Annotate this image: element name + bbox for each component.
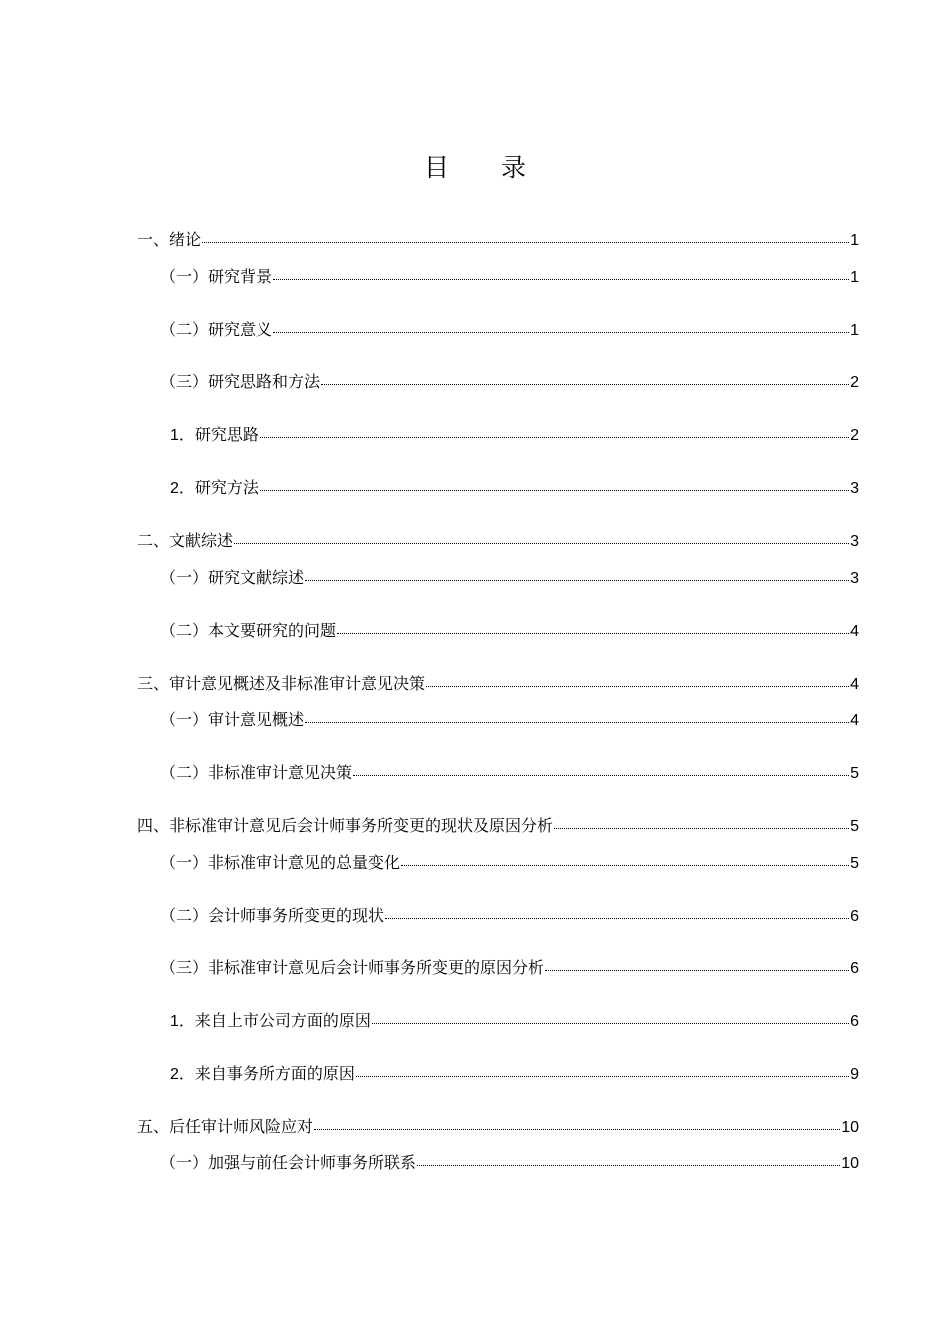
toc-page-number: 1 bbox=[850, 322, 859, 339]
toc-entry-text: 会计师事务所变更的现状 bbox=[208, 906, 385, 925]
toc-entry[interactable] bbox=[170, 476, 859, 500]
toc-entry-text: 来自事务所方面的原因 bbox=[194, 1064, 355, 1083]
leader-dots bbox=[356, 1066, 849, 1077]
toc-entry-text: 非标准审计意见后会计师事务所变更的原因分析 bbox=[208, 958, 545, 977]
toc-page-number: 2 bbox=[850, 427, 859, 444]
toc-entry-prefix: （三） bbox=[160, 958, 209, 977]
toc-page-number: 1 bbox=[850, 269, 859, 286]
toc-entry-prefix: （一） bbox=[160, 568, 209, 587]
toc-entry-text: 后任审计师风险应对 bbox=[169, 1117, 314, 1136]
toc-entry-text: 研究思路 bbox=[194, 425, 259, 444]
toc-page-number: 5 bbox=[850, 818, 859, 835]
toc-entry[interactable] bbox=[137, 228, 859, 252]
leader-dots bbox=[260, 480, 849, 491]
toc-entry-prefix: （二） bbox=[160, 906, 209, 925]
toc-entry[interactable] bbox=[160, 265, 859, 289]
toc-entry[interactable] bbox=[160, 619, 859, 643]
toc-entry-prefix: （二） bbox=[160, 763, 209, 782]
leader-dots bbox=[305, 712, 849, 723]
toc-entry-text: 本文要研究的问题 bbox=[208, 621, 337, 640]
toc-page-number: 3 bbox=[850, 570, 859, 587]
toc-entry-text: 审计意见概述及非标准审计意见决策 bbox=[169, 674, 426, 693]
toc-entry[interactable] bbox=[160, 904, 859, 928]
toc-entry[interactable] bbox=[160, 318, 859, 342]
leader-dots bbox=[401, 855, 849, 866]
leader-dots bbox=[305, 570, 849, 581]
toc-entry-text: 来自上市公司方面的原因 bbox=[194, 1011, 371, 1030]
toc-entry-prefix: （一） bbox=[160, 1153, 209, 1172]
toc-entry-text: 研究思路和方法 bbox=[208, 372, 321, 391]
toc-entry-text: 文献综述 bbox=[169, 531, 234, 550]
leader-dots bbox=[337, 623, 849, 634]
toc-page-number: 3 bbox=[850, 533, 859, 550]
toc-page-number: 6 bbox=[850, 960, 859, 977]
leader-dots bbox=[321, 374, 849, 385]
toc-entry[interactable] bbox=[160, 1151, 859, 1175]
toc-entry-text: 研究方法 bbox=[194, 478, 259, 497]
leader-dots bbox=[554, 818, 849, 829]
toc-entry-text: 研究意义 bbox=[208, 320, 273, 339]
leader-dots bbox=[202, 232, 849, 243]
toc-page-number: 4 bbox=[850, 676, 859, 693]
toc-entry-text: 非标准审计意见的总量变化 bbox=[208, 853, 401, 872]
toc-entry[interactable] bbox=[137, 672, 859, 696]
toc-entry[interactable] bbox=[170, 1062, 859, 1086]
toc-entry-text: 绪论 bbox=[169, 230, 202, 249]
toc-entry[interactable] bbox=[160, 761, 859, 785]
toc-entry[interactable] bbox=[160, 370, 859, 394]
toc-page-number: 5 bbox=[850, 765, 859, 782]
toc-entry[interactable] bbox=[137, 529, 859, 553]
toc-page-number: 9 bbox=[850, 1066, 859, 1083]
toc-entry[interactable] bbox=[137, 1115, 859, 1139]
toc-page-number: 1 bbox=[850, 232, 859, 249]
toc-page-number: 5 bbox=[850, 855, 859, 872]
toc-entry-prefix: （一） bbox=[160, 853, 209, 872]
toc-entry-prefix: （一） bbox=[160, 267, 209, 286]
toc-entry-prefix: 二、 bbox=[137, 531, 170, 550]
leader-dots bbox=[545, 960, 849, 971]
toc-page-number: 6 bbox=[850, 908, 859, 925]
toc-entry[interactable] bbox=[160, 708, 859, 732]
toc-entry-text: 审计意见概述 bbox=[208, 710, 305, 729]
leader-dots bbox=[353, 765, 849, 776]
toc-page-number: 10 bbox=[841, 1119, 859, 1136]
toc-entry-prefix: 1． bbox=[170, 427, 195, 444]
leader-dots bbox=[273, 269, 849, 280]
leader-dots bbox=[234, 533, 849, 544]
toc-entry[interactable] bbox=[160, 851, 859, 875]
toc-entry-text: 非标准审计意见后会计师事务所变更的现状及原因分析 bbox=[169, 816, 554, 835]
toc-entry[interactable] bbox=[137, 814, 859, 838]
toc-page-number: 4 bbox=[850, 623, 859, 640]
toc-entry[interactable] bbox=[170, 423, 859, 447]
toc-entry-text: 非标准审计意见决策 bbox=[208, 763, 353, 782]
toc-entry-prefix: 三、 bbox=[137, 674, 170, 693]
leader-dots bbox=[426, 676, 849, 687]
toc-entry-text: 研究文献综述 bbox=[208, 568, 305, 587]
toc-entry-prefix: 五、 bbox=[137, 1117, 170, 1136]
leader-dots bbox=[417, 1155, 840, 1166]
toc-entry-prefix: 1． bbox=[170, 1013, 195, 1030]
toc-entry-prefix: （三） bbox=[160, 372, 209, 391]
leader-dots bbox=[372, 1013, 849, 1024]
toc-entry-text: 研究背景 bbox=[208, 267, 273, 286]
toc-page-number: 3 bbox=[850, 480, 859, 497]
toc-entry-text: 加强与前任会计师事务所联系 bbox=[208, 1153, 417, 1172]
toc-entry-prefix: （二） bbox=[160, 621, 209, 640]
leader-dots bbox=[314, 1119, 840, 1130]
leader-dots bbox=[385, 908, 849, 919]
toc-page-number: 6 bbox=[850, 1013, 859, 1030]
leader-dots bbox=[273, 322, 849, 333]
toc-entry[interactable] bbox=[160, 956, 859, 980]
toc-page-number: 10 bbox=[841, 1155, 859, 1172]
toc-entry[interactable] bbox=[170, 1009, 859, 1033]
toc-entry-prefix: 2． bbox=[170, 480, 195, 497]
toc-entry-prefix: 2． bbox=[170, 1066, 195, 1083]
toc-entry-prefix: 一、 bbox=[137, 230, 170, 249]
toc-page-number: 4 bbox=[850, 712, 859, 729]
leader-dots bbox=[260, 427, 849, 438]
toc-entry-prefix: （一） bbox=[160, 710, 209, 729]
toc-entry[interactable] bbox=[160, 566, 859, 590]
toc-page-number: 2 bbox=[850, 374, 859, 391]
toc-entry-prefix: 四、 bbox=[137, 816, 170, 835]
page-title: 目 录 bbox=[424, 153, 548, 182]
toc-entry-prefix: （二） bbox=[160, 320, 209, 339]
